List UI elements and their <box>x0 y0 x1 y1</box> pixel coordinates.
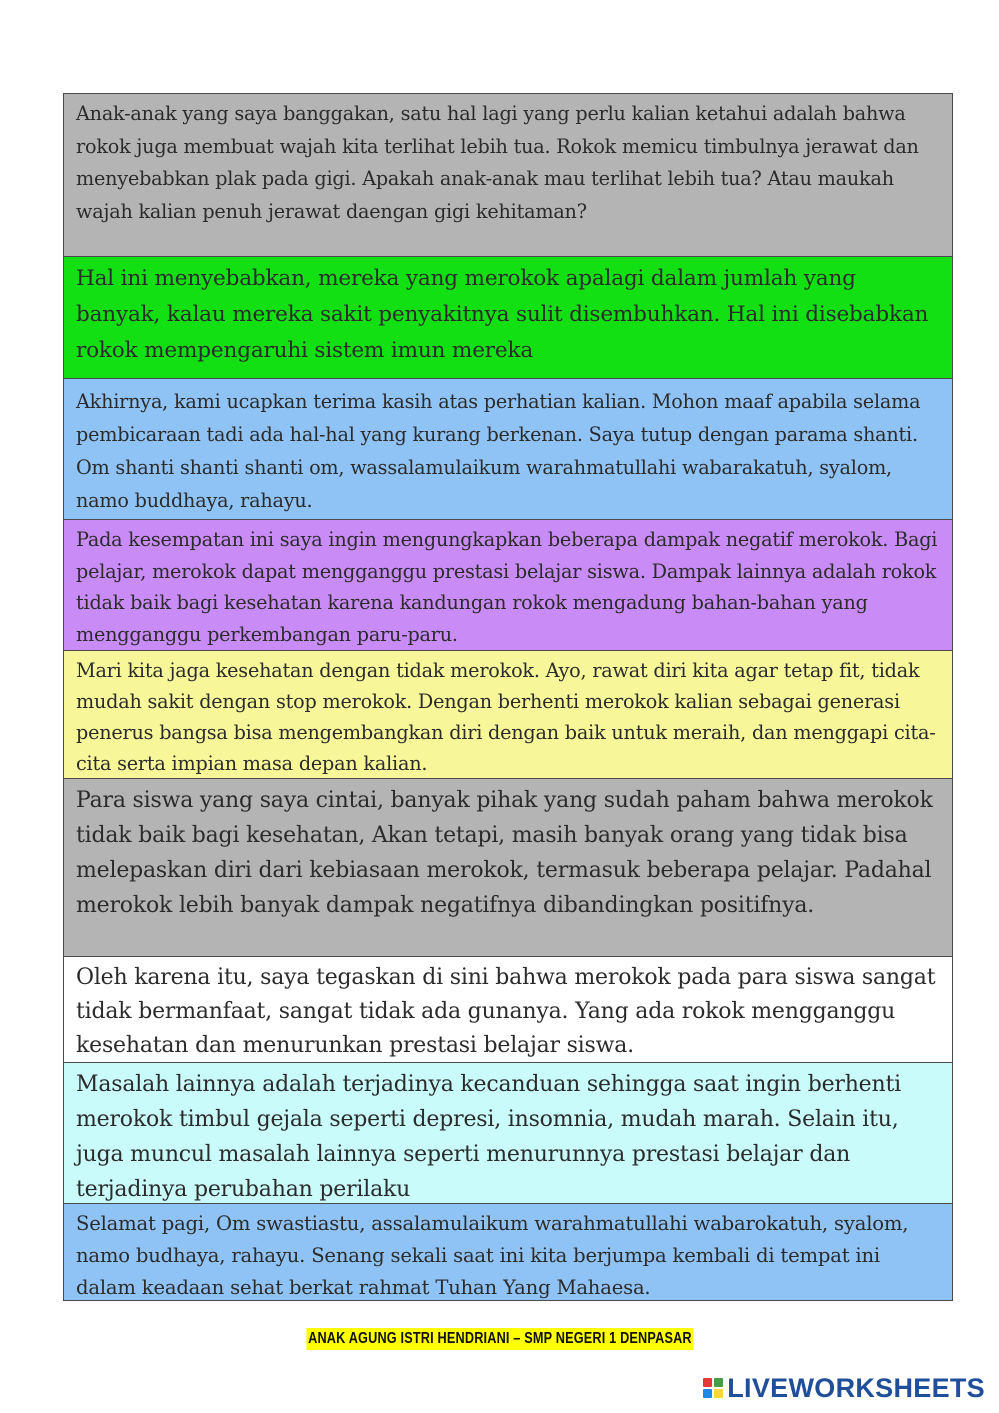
paragraph-card[interactable] <box>64 651 952 779</box>
paragraph-text: Anak-anak yang saya banggakan, satu hal lagi yang perlu kalian ketahui adalah bahwa rokok juga membuat wajah kita terlihat lebih tua. Rokok memicu timbulnya jerawat dan menyebabkan plak pada gigi. Apakah anak-anak mau terlihat lebih tua? Atau maukah wajah kalian penuh jerawat daengan gigi kehitaman? <box>76 102 919 223</box>
paragraph-card[interactable] <box>64 1063 952 1204</box>
paragraph-text: Pada kesempatan ini saya ingin mengungkapkan beberapa dampak negatif merokok. Bagi pelajar, merokok dapat mengganggu prestasi belajar siswa. Dampak lainnya adalah rokok tidak baik bagi kesehatan karena kandungan rokok mengadung bahan-bahan yang mengganggu perkembangan paru-paru. <box>76 528 938 646</box>
author-credit: ANAK AGUNG ISTRI HENDRIANI – SMP NEGERI 1 DENPASAR <box>306 1328 693 1350</box>
paragraph-card[interactable] <box>64 957 952 1063</box>
paragraph-card[interactable] <box>64 1204 952 1300</box>
brand-logo[interactable] <box>703 1372 985 1404</box>
liveworksheets-logo-icon <box>703 1378 723 1398</box>
paragraph-card[interactable] <box>64 257 952 379</box>
paragraph-card[interactable] <box>64 779 952 957</box>
paragraph-card[interactable] <box>64 520 952 651</box>
paragraph-table <box>63 93 953 1301</box>
author-footer <box>0 1328 999 1350</box>
paragraph-text: Masalah lainnya adalah terjadinya kecanduan sehingga saat ingin berhenti merokok timbul gejala seperti depresi, insomnia, mudah marah. Selain itu, juga muncul masalah lainnya seperti menurunnya prestasi belajar dan terjadinya perubahan perilaku <box>76 1072 901 1202</box>
paragraph-text: Mari kita jaga kesehatan dengan tidak merokok. Ayo, rawat diri kita agar tetap fit, tidak mudah sakit dengan stop merokok. Dengan berhenti merokok kalian sebagai generasi penerus bangsa bisa mengembangkan diri dengan baik untuk meraih, dan menggapi cita-cita serta impian masa depan kalian. <box>76 659 936 775</box>
paragraph-text: Akhirnya, kami ucapkan terima kasih atas perhatian kalian. Mohon maaf apabila selama pembicaraan tadi ada hal-hal yang kurang berkenan. Saya tutup dengan parama shanti. Om shanti shanti shanti om, wassalamulaikum warahmatullahi wabarakatuh, syalom, namo buddhaya, rahayu. <box>76 390 921 512</box>
paragraph-text: Selamat pagi, Om swastiastu, assalamulaikum warahmatullahi wabarokatuh, syalom, namo budhaya, rahayu. Senang sekali saat ini kita berjumpa kembali di tempat ini dalam keadaan sehat berkat rahmat Tuhan Yang Mahaesa. <box>76 1212 909 1299</box>
paragraph-text: Para siswa yang saya cintai, banyak pihak yang sudah paham bahwa merokok tidak baik bagi kesehatan, Akan tetapi, masih banyak orang yang tidak bisa melepaskan diri dari kebiasaan merokok, termasuk beberapa pelajar. Padahal merokok lebih banyak dampak negatifnya dibandingkan positifnya. <box>76 788 933 918</box>
paragraph-text: Hal ini menyebabkan, mereka yang merokok apalagi dalam jumlah yang banyak, kalau mereka sakit penyakitnya sulit disembuhkan. Hal ini disebabkan rokok mempengaruhi sistem imun mereka <box>76 266 929 363</box>
paragraph-card[interactable] <box>64 379 952 520</box>
paragraph-text: Oleh karena itu, saya tegaskan di sini bahwa merokok pada para siswa sangat tidak bermanfaat, sangat tidak ada gunanya. Yang ada rokok mengganggu kesehatan dan menurunkan prestasi belajar siswa. <box>76 965 936 1058</box>
brand-wordmark: LIVEWORKSHEETS <box>727 1372 985 1403</box>
paragraph-card[interactable] <box>64 94 952 257</box>
